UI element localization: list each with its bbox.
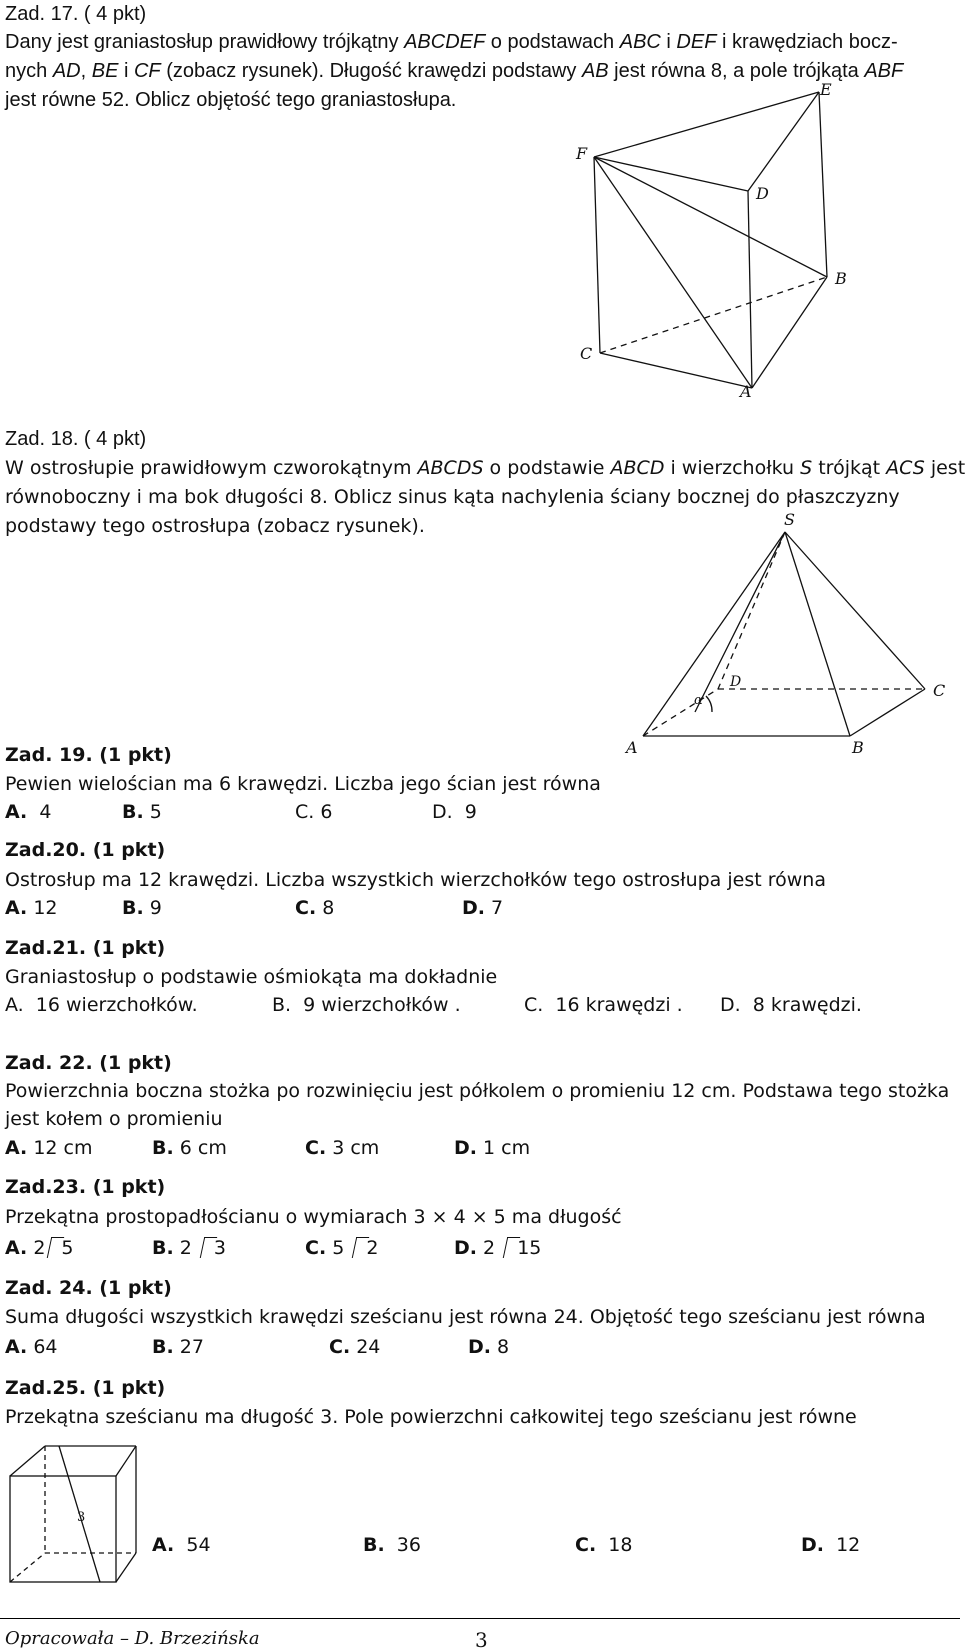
z22-header: Zad. 22. (1 pkt) (5, 1052, 172, 1074)
z19-text: Pewien wielościan ma 6 krawędzi. Liczba jego ścian jest równa (5, 773, 601, 795)
z20-option-c: C. 8 (295, 897, 335, 919)
z23-header: Zad.23. (1 pkt) (5, 1176, 166, 1198)
sqrt-symbol: 2 (354, 1234, 378, 1262)
z24-option-a: A. 64 (5, 1336, 58, 1358)
z20-text: Ostrosłup ma 12 krawędzi. Liczba wszystkich wierzchołków tego ostrosłupa jest równa (5, 869, 826, 891)
z19-option-d: D. 9 (432, 801, 477, 823)
prism-label-C: C (580, 344, 593, 363)
z22-option-b: B. 6 cm (152, 1137, 227, 1159)
z20-option-b: B. 9 (122, 897, 162, 919)
z20-option-d: D. 7 (462, 897, 504, 919)
z22-text-line1: Powierzchnia boczna stożka po rozwinięciu jest półkolem o promieniu 12 cm. Podstawa tego stożka (5, 1080, 950, 1102)
z21-option-d: D. 8 krawędzi. (720, 994, 862, 1016)
cube-edge-top-right (116, 1446, 136, 1476)
z17-text-line3: jest równe 52. Oblicz objętość tego graniastosłupa. (5, 89, 457, 111)
z21-text: Graniastosłup o podstawie ośmiokąta ma dokładnie (5, 966, 498, 988)
z17-header: Zad. 17. ( 4 pkt) (5, 3, 147, 25)
prism-label-B: B (835, 269, 847, 288)
z21-header: Zad.21. (1 pkt) (5, 937, 166, 959)
footer-author: Opracowała – D. Brzezińska (5, 1628, 260, 1649)
z19-option-b: B. 5 (122, 801, 162, 823)
z24-option-c: C. 24 (329, 1336, 381, 1358)
z25-option-d: D. 12 (801, 1534, 861, 1556)
z19-option-c: C. 6 (295, 801, 333, 823)
footer-divider (0, 1618, 960, 1619)
z23-option-c: C. 5 2 (305, 1234, 378, 1262)
z18-text-line1: W ostrosłupie prawidłowym czworokątnym ABCDS o podstawie ABCD i wierzchołku S trójkąt ACS jest (5, 457, 965, 479)
sqrt-symbol: 5 (49, 1234, 73, 1262)
z20-header: Zad.20. (1 pkt) (5, 839, 166, 861)
z25-text: Przekątna sześcianu ma długość 3. Pole powierzchni całkowitej tego sześcianu jest równe (5, 1406, 857, 1428)
z18-header: Zad. 18. ( 4 pkt) (5, 428, 147, 450)
z20-option-a: A. 12 (5, 897, 58, 919)
z23-option-a: A. 2 5 (5, 1234, 74, 1262)
cube-edge-bottom-right (116, 1553, 136, 1582)
z17-text-line1: Dany jest graniastosłup prawidłowy trójkątny ABCDEF o podstawach ABC i DEF i krawędziach bocz- (5, 31, 898, 53)
prism-label-F: F (576, 144, 588, 163)
z24-option-d: D. 8 (468, 1336, 510, 1358)
z23-text: Przekątna prostopadłościanu o wymiarach 3 × 4 × 5 ma długość (5, 1206, 622, 1228)
pyramid-label-B: B (852, 738, 864, 757)
z21-option-b: B. 9 wierzchołków . (272, 994, 461, 1016)
z22-option-d: D. 1 cm (454, 1137, 531, 1159)
z25-option-b: B. 36 (363, 1534, 421, 1556)
cube-label-3: 3 (77, 1510, 86, 1525)
z25-option-c: C. 18 (575, 1534, 633, 1556)
z24-option-b: B. 27 (152, 1336, 204, 1358)
z21-option-a: A. 16 wierzchołków. (5, 994, 198, 1016)
pyramid-label-alpha: α (694, 693, 703, 708)
z22-option-c: C. 3 cm (305, 1137, 380, 1159)
z25-header: Zad.25. (1 pkt) (5, 1377, 166, 1399)
z19-option-a: A. 4 (5, 801, 52, 823)
prism-label-D: D (756, 184, 769, 203)
z25-option-a: A. 54 (152, 1534, 211, 1556)
pyramid-label-A: A (626, 738, 638, 757)
cube-front-face (10, 1476, 116, 1582)
prism-label-E: E (820, 80, 832, 99)
z18-text-line2: równoboczny i ma bok długości 8. Oblicz sinus kąta nachylenia ściany bocznej do płaszczyzny (5, 486, 900, 508)
z23-option-b: B. 2 3 (152, 1234, 226, 1262)
z19-header: Zad. 19. (1 pkt) (5, 744, 172, 766)
sqrt-symbol: 3 (202, 1234, 226, 1262)
z23-option-d: D. 2 15 (454, 1234, 541, 1262)
cube-edge-top-left (10, 1446, 45, 1476)
sqrt-symbol: 15 (505, 1234, 541, 1262)
pyramid-label-C: C (933, 681, 946, 700)
z24-text: Suma długości wszystkich krawędzi sześcianu jest równa 24. Objętość tego sześcianu jest równa (5, 1306, 926, 1328)
pyramid-label-D: D (730, 674, 742, 690)
z17-text-line2: nych AD, BE i CF (zobacz rysunek). Długość krawędzi podstawy AB jest równa 8, a pole trójkąta ABF (5, 60, 904, 82)
z22-option-a: A. 12 cm (5, 1137, 93, 1159)
cube-edge-bottom-left-hidden (10, 1553, 45, 1582)
z22-text-line2: jest kołem o promieniu (5, 1108, 223, 1130)
z18-text-line3: podstawy tego ostrosłupa (zobacz rysunek). (5, 515, 425, 537)
z24-header: Zad. 24. (1 pkt) (5, 1277, 172, 1299)
z21-option-c: C. 16 krawędzi . (524, 994, 683, 1016)
prism-label-A: A (740, 382, 752, 401)
pyramid-label-S: S (784, 510, 795, 529)
page-number: 3 (475, 1628, 488, 1652)
